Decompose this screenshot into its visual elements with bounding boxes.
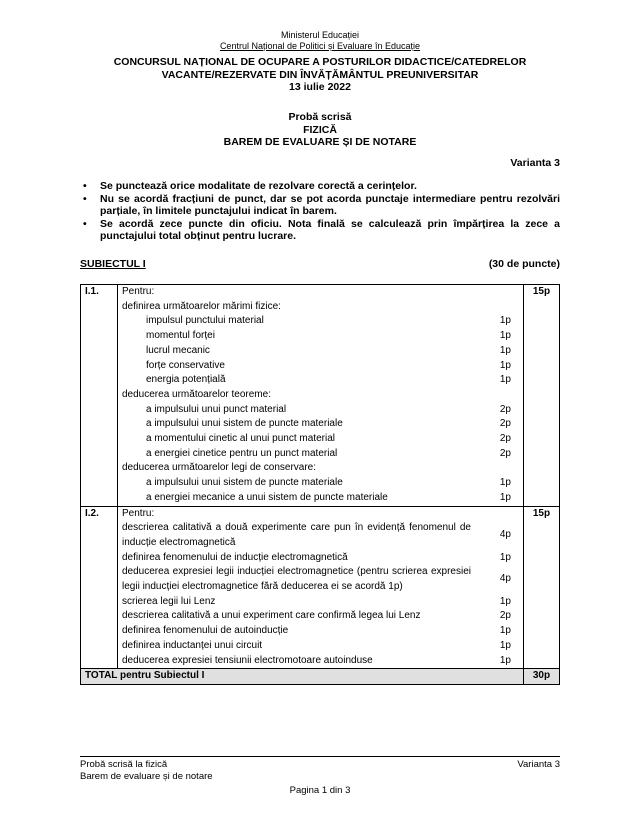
item-criteria — [118, 506, 524, 669]
criterion-text: deducerea următoarelor teoreme: — [122, 388, 271, 400]
criterion-line — [122, 373, 519, 388]
criterion-line — [122, 507, 519, 522]
criterion-points: 1p — [499, 344, 511, 356]
criterion-line — [122, 417, 519, 432]
footer-barem: Barem de evaluare și de notare — [80, 771, 213, 782]
exam-barem-title: BAREM DE EVALUARE ȘI DE NOTARE — [223, 136, 417, 148]
criterion-text: deducerea următoarelor legi de conservare: — [122, 462, 316, 474]
item-number: I.1. — [81, 285, 118, 507]
criterion-points: 1p — [499, 551, 511, 563]
criterion-text: definirea fenomenului de inducție electromagnetică — [122, 551, 348, 563]
criterion-line — [122, 432, 519, 447]
criterion-text: definirea inductanței unui circuit — [122, 639, 263, 651]
criterion-line — [122, 551, 519, 566]
item-score: 15p — [524, 506, 560, 669]
criterion-text: impulsul punctului material — [146, 315, 264, 327]
criterion-points: 4p — [499, 573, 511, 585]
criterion-points: 1p — [499, 477, 511, 489]
criterion-line — [122, 565, 519, 594]
subject-heading — [80, 258, 560, 270]
criterion-text: descrierea calitativă a unui experiment care confirmă legea lui Lenz — [122, 610, 421, 622]
criterion-line — [122, 447, 519, 462]
criterion-text: deducerea expresiei tensiunii electromotoare autoinduse — [122, 654, 373, 666]
footer-left — [80, 759, 213, 783]
criterion-text: descrierea calitativă a două experimente care pun în evidență fenomenul de inducție electromagnetică — [122, 522, 471, 548]
criterion-points — [471, 300, 519, 315]
criterion-line — [122, 359, 519, 374]
criterion-points: 1p — [499, 625, 511, 637]
criterion-line — [122, 595, 519, 610]
criterion-text: a energiei cinetice pentru un punct material — [146, 447, 338, 459]
criterion-text: lucrul mecanic — [146, 344, 210, 356]
footer-variant: Varianta 3 — [517, 759, 560, 770]
criterion-line — [122, 344, 519, 359]
criterion-text: a energiei mecanice a unui sistem de puncte materiale — [146, 491, 388, 503]
criterion-points: 2p — [499, 610, 511, 622]
criterion-line — [122, 654, 519, 669]
criterion-text: definirea fenomenului de autoinducție — [122, 625, 289, 637]
criterion-line — [122, 476, 519, 491]
rule-item: • Nu se acordă fracțiuni de punct, dar se pot acorda punctaje intermediare pentru rezolvări parțiale, în limitele punctajului indicat în barem. — [83, 192, 560, 217]
criterion-points: 4p — [499, 529, 511, 541]
center-name: Centrul Național de Politici și Evaluare în Educație — [219, 41, 421, 51]
criterion-text: a momentului cinetic al unui punct material — [146, 433, 335, 445]
criterion-line — [122, 403, 519, 418]
criterion-points: 2p — [499, 433, 511, 445]
criterion-line — [122, 285, 519, 300]
criterion-points: 1p — [499, 491, 511, 503]
criterion-line — [122, 609, 519, 624]
bullet-icon: • — [83, 180, 87, 192]
exam-subject: FIZICĂ — [303, 123, 337, 136]
criterion-points: 1p — [499, 595, 511, 607]
criterion-points: 1p — [499, 639, 511, 651]
ministry-name: Ministerul Educației — [280, 30, 360, 40]
criterion-points — [471, 285, 519, 300]
criterion-line — [122, 521, 519, 550]
criterion-points: 2p — [499, 447, 511, 459]
contest-line-2: VACANTE/REZERVATE DIN ÎNVĂȚĂMÂNTUL PREUNIVERSITAR — [161, 68, 479, 81]
table-row — [81, 285, 560, 507]
criterion-text: scrierea legii lui Lenz — [122, 595, 216, 607]
criterion-text: a impulsului unui sistem de puncte materiale — [146, 477, 343, 489]
criterion-text: a impulsului unui punct material — [146, 403, 287, 415]
criterion-line — [122, 639, 519, 654]
criterion-line — [122, 388, 519, 403]
criterion-points — [471, 461, 519, 476]
criterion-points: 2p — [499, 403, 511, 415]
total-label: TOTAL pentru Subiectul I — [81, 669, 524, 685]
grading-table — [80, 284, 560, 685]
criterion-points: 1p — [499, 330, 511, 342]
footer-divider — [80, 756, 560, 757]
item-criteria — [118, 285, 524, 507]
contest-date: 13 iulie 2022 — [289, 81, 351, 93]
contest-line-1: CONCURSUL NAȚIONAL DE OCUPARE A POSTURILOR DIDACTICE/CATEDRELOR — [113, 56, 527, 68]
subject-title: SUBIECTUL I — [80, 258, 146, 270]
bullet-icon: • — [83, 217, 87, 230]
criterion-points: 2p — [499, 418, 511, 430]
institution-header — [0, 30, 640, 52]
criterion-points — [471, 388, 519, 403]
criterion-points: 1p — [499, 374, 511, 386]
criterion-text: Pentru: — [122, 507, 155, 519]
subject-points: (30 de puncte) — [488, 258, 560, 270]
contest-title — [60, 56, 580, 94]
rule-item: • Se punctează orice modalitate de rezolvare corectă a cerințelor. — [83, 180, 417, 192]
criterion-points: 1p — [499, 654, 511, 666]
total-score: 30p — [524, 669, 560, 685]
criterion-text: energia potențială — [146, 374, 226, 386]
rule-item: • Se acordă zece puncte din oficiu. Nota finală se calculează prin împărțirea la zece a punctajului total obținut pentru lucrare. — [83, 217, 560, 242]
criterion-text: definirea următoarelor mărimi fizice: — [122, 300, 281, 312]
criterion-points: 1p — [499, 359, 511, 371]
criterion-line — [122, 329, 519, 344]
variant-label: Varianta 3 — [510, 157, 560, 169]
criterion-line — [122, 300, 519, 315]
criterion-text: Pentru: — [122, 286, 155, 297]
criterion-text: momentul forței — [146, 330, 215, 342]
table-row — [81, 506, 560, 669]
criterion-text: forțe conservative — [146, 359, 225, 371]
total-row — [81, 669, 560, 685]
criterion-points: 1p — [499, 315, 511, 327]
criterion-line — [122, 314, 519, 329]
item-score: 15p — [524, 285, 560, 507]
exam-title — [0, 111, 640, 149]
page-number: Pagina 1 din 3 — [289, 785, 351, 796]
footer-exam: Probă scrisă la fizică — [80, 759, 168, 770]
criterion-text: deducerea expresiei legii inducției electromagnetice (pentru scrierea expresiei legii inducției electromagnetice fără deducerea ei se acordă 1p) — [122, 566, 471, 593]
grading-rules — [80, 180, 560, 243]
criterion-text: a impulsului unui sistem de puncte materiale — [146, 418, 343, 430]
criterion-line — [122, 624, 519, 639]
criterion-line — [122, 461, 519, 476]
criterion-points — [471, 507, 519, 522]
item-number: I.2. — [81, 506, 118, 669]
bullet-icon: • — [83, 192, 87, 205]
criterion-line — [122, 491, 519, 506]
exam-type: Probă scrisă — [288, 111, 352, 123]
